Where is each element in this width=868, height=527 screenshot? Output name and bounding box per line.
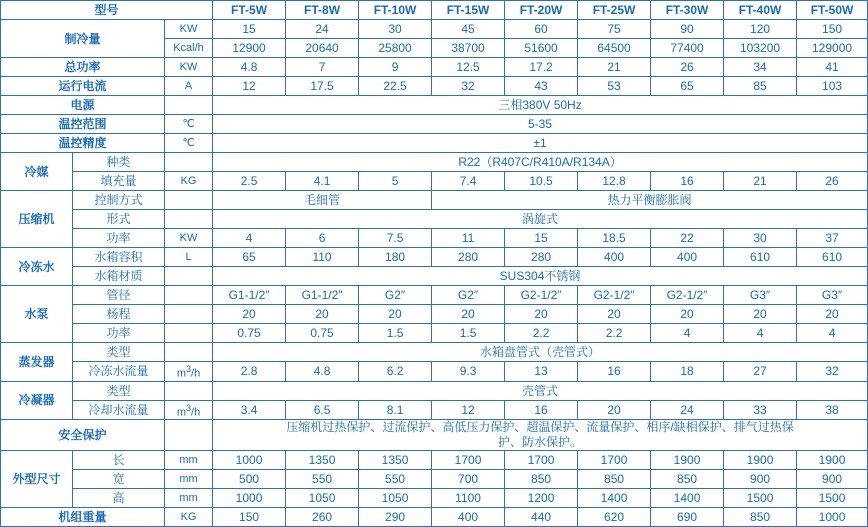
- cell-value: 550: [286, 470, 359, 489]
- table-row: [1, 20, 868, 39]
- cell-value: 60: [505, 20, 578, 39]
- row-span-value: 压缩机过热保护、过流保护、高低压力保护、超温保护、流量保护、相序/缺相保护、排气过热保 护、防水保护。: [213, 420, 868, 451]
- cell-value: 20: [578, 400, 651, 420]
- row-label: 高: [73, 489, 165, 508]
- row-span-value: 5-35: [213, 115, 868, 134]
- cell-value: 700: [432, 470, 505, 489]
- cell-value: 16: [578, 362, 651, 382]
- row-label: 水箱材质: [73, 267, 165, 286]
- row-label: 总功率: [1, 58, 165, 77]
- cell-value: 400: [578, 248, 651, 267]
- cell-value: 280: [432, 248, 505, 267]
- cell-value: 12900: [213, 39, 286, 58]
- row-label: 制冷量: [1, 20, 165, 58]
- cell-value: 18.5: [578, 229, 651, 248]
- cell-value: 18: [651, 362, 724, 382]
- row-label: 运行电流: [1, 77, 165, 96]
- table-row: [1, 470, 868, 489]
- row-label: 形式: [73, 210, 165, 229]
- cell-value: 280: [505, 248, 578, 267]
- cell-value: 850: [578, 470, 651, 489]
- cell-value: 85: [724, 77, 797, 96]
- row-unit: ℃: [165, 115, 213, 134]
- cell-value: 4.1: [286, 172, 359, 191]
- cell-value: G3″: [724, 286, 797, 305]
- cell-value: 12: [432, 400, 505, 420]
- cell-value: 900: [797, 470, 868, 489]
- cell-value: 7.5: [359, 229, 432, 248]
- table-row: [1, 362, 868, 382]
- cell-value: G2-1/2″: [578, 286, 651, 305]
- table-row: [1, 77, 868, 96]
- row-span-value: SUS304不锈钢: [213, 267, 868, 286]
- table-row: [1, 343, 868, 362]
- cell-value: 24: [286, 20, 359, 39]
- cell-value: 4: [797, 324, 868, 343]
- cell-value: 150: [213, 508, 286, 527]
- row-unit: KW: [165, 58, 213, 77]
- row-unit: KW: [165, 229, 213, 248]
- cell-value: 20: [724, 305, 797, 324]
- cell-value: 17.2: [505, 58, 578, 77]
- cell-value: 64500: [578, 39, 651, 58]
- row-unit: mm: [165, 451, 213, 470]
- cell-value: 32: [432, 77, 505, 96]
- cell-value: 4: [213, 229, 286, 248]
- cell-value: 550: [359, 470, 432, 489]
- row-label: 水箱容积: [73, 248, 165, 267]
- table-row: [1, 286, 868, 305]
- cell-value: 20: [359, 305, 432, 324]
- cell-value: 30: [359, 20, 432, 39]
- cell-value: 260: [286, 508, 359, 527]
- model-header-0: FT-5W: [213, 1, 286, 20]
- row-label: 机组重量: [1, 508, 165, 527]
- cell-value: 1500: [797, 489, 868, 508]
- cell-value: 1700: [432, 451, 505, 470]
- cell-value: 15: [213, 20, 286, 39]
- row-unit: L: [165, 248, 213, 267]
- cell-value: 500: [213, 470, 286, 489]
- cell-value: 17.5: [286, 77, 359, 96]
- table-row: [1, 58, 868, 77]
- cell-value: 16: [651, 172, 724, 191]
- cell-value: 75: [578, 20, 651, 39]
- cell-value: 110: [286, 248, 359, 267]
- cell-value: 1000: [797, 508, 868, 527]
- cell-value: 21: [578, 58, 651, 77]
- cell-value: 45: [432, 20, 505, 39]
- table-row: [1, 305, 868, 324]
- cell-value: 20: [578, 305, 651, 324]
- cell-value: 1.5: [359, 324, 432, 343]
- cell-value: G1-1/2″: [213, 286, 286, 305]
- cell-value: 20: [505, 305, 578, 324]
- cell-value: 120: [724, 20, 797, 39]
- row-unit: Kcal/h: [165, 39, 213, 58]
- cell-value: 12.8: [578, 172, 651, 191]
- cell-value: 1350: [359, 451, 432, 470]
- row-group-label: 蒸发器: [1, 343, 73, 382]
- row-unit: $m^3/h$: [165, 400, 213, 420]
- cell-value: 25800: [359, 39, 432, 58]
- row-span-value: 水箱盘管式（壳管式）: [213, 343, 868, 362]
- table-row: [1, 489, 868, 508]
- row-split-left: 毛细管: [213, 191, 432, 210]
- table-row: [1, 508, 868, 527]
- cell-value: 77400: [651, 39, 724, 58]
- cell-value: 2.8: [213, 362, 286, 382]
- row-unit: [165, 324, 213, 343]
- cell-value: 1000: [213, 489, 286, 508]
- cell-value: 4: [724, 324, 797, 343]
- table-row: [1, 267, 868, 286]
- table-row: [1, 134, 868, 153]
- cell-value: 1400: [651, 489, 724, 508]
- cell-value: 1350: [286, 451, 359, 470]
- cell-value: 13: [505, 362, 578, 382]
- cell-value: 8.1: [359, 400, 432, 420]
- row-unit: KG: [165, 508, 213, 527]
- row-label: 类型: [73, 381, 165, 400]
- cell-value: 1700: [578, 451, 651, 470]
- cell-value: 4: [651, 324, 724, 343]
- cell-value: 65: [651, 77, 724, 96]
- row-label: 杨程: [73, 305, 165, 324]
- cell-value: G3″: [797, 286, 868, 305]
- model-header-8: FT-50W: [797, 1, 868, 20]
- cell-value: 65: [213, 248, 286, 267]
- cell-value: 21: [724, 172, 797, 191]
- cell-value: 400: [651, 248, 724, 267]
- cell-value: 90: [651, 20, 724, 39]
- cell-value: 690: [651, 508, 724, 527]
- cell-value: 9.3: [432, 362, 505, 382]
- row-label: 冷冻水流量: [73, 362, 165, 382]
- cell-value: 38700: [432, 39, 505, 58]
- table-row: [1, 172, 868, 191]
- row-unit: [165, 420, 213, 451]
- row-label: 填充量: [73, 172, 165, 191]
- row-unit: mm: [165, 489, 213, 508]
- cell-value: 3.4: [213, 400, 286, 420]
- cell-value: 850: [505, 470, 578, 489]
- cell-value: 610: [797, 248, 868, 267]
- row-group-label: 压缩机: [1, 191, 73, 248]
- model-header-2: FT-10W: [359, 1, 432, 20]
- cell-value: 1900: [797, 451, 868, 470]
- cell-value: 150: [797, 20, 868, 39]
- row-label: 功率: [73, 324, 165, 343]
- cell-value: 6: [286, 229, 359, 248]
- cell-value: 5: [359, 172, 432, 191]
- row-label: 管径: [73, 286, 165, 305]
- cell-value: 620: [578, 508, 651, 527]
- row-label: 电源: [1, 96, 165, 115]
- row-label: 种类: [73, 153, 165, 172]
- cell-value: 180: [359, 248, 432, 267]
- row-span-value: R22（R407C/R410A/R134A）: [213, 153, 868, 172]
- cell-value: 1200: [505, 489, 578, 508]
- cell-value: 22: [651, 229, 724, 248]
- cell-value: 4.8: [286, 362, 359, 382]
- cell-value: 10.5: [505, 172, 578, 191]
- row-label: 宽: [73, 470, 165, 489]
- cell-value: 1700: [505, 451, 578, 470]
- row-unit: [165, 210, 213, 229]
- row-unit: [165, 286, 213, 305]
- row-label: 安全保护: [1, 420, 165, 451]
- cell-value: 24: [651, 400, 724, 420]
- cell-value: 53: [578, 77, 651, 96]
- cell-value: G2-1/2″: [651, 286, 724, 305]
- cell-value: 1000: [213, 451, 286, 470]
- row-unit: [165, 153, 213, 172]
- cell-value: 850: [724, 508, 797, 527]
- row-label: 温控范围: [1, 115, 165, 134]
- row-span-value: 涡旋式: [213, 210, 868, 229]
- cell-value: 26: [651, 58, 724, 77]
- table-row: [1, 381, 868, 400]
- cell-value: 0.75: [213, 324, 286, 343]
- cell-value: 20640: [286, 39, 359, 58]
- cell-value: 41: [797, 58, 868, 77]
- row-unit: KG: [165, 172, 213, 191]
- row-unit: [165, 267, 213, 286]
- cell-value: 12.5: [432, 58, 505, 77]
- row-group-label: 冷媒: [1, 153, 73, 191]
- row-label: 控制方式: [73, 191, 165, 210]
- cell-value: 2.2: [505, 324, 578, 343]
- cell-value: 7.4: [432, 172, 505, 191]
- row-span-value: ±1: [213, 134, 868, 153]
- cell-value: 9: [359, 58, 432, 77]
- cell-value: 103200: [724, 39, 797, 58]
- model-header-7: FT-40W: [724, 1, 797, 20]
- row-split-right: 热力平衡膨胀阀: [432, 191, 868, 210]
- cell-value: G2-1/2″: [505, 286, 578, 305]
- model-header-1: FT-8W: [286, 1, 359, 20]
- table-row: [1, 96, 868, 115]
- cell-value: G2″: [359, 286, 432, 305]
- row-label: 功率: [73, 229, 165, 248]
- cell-value: 26: [797, 172, 868, 191]
- row-span-value: 三相380V 50Hz: [213, 96, 868, 115]
- cell-value: 2.2: [578, 324, 651, 343]
- row-unit: A: [165, 77, 213, 96]
- row-unit: [165, 191, 213, 210]
- row-label: 类型: [73, 343, 165, 362]
- model-header-6: FT-30W: [651, 1, 724, 20]
- table-row: [1, 115, 868, 134]
- cell-value: 1050: [359, 489, 432, 508]
- row-label: 长: [73, 451, 165, 470]
- cell-value: 34: [724, 58, 797, 77]
- cell-value: G2″: [432, 286, 505, 305]
- table-row: [1, 191, 868, 210]
- row-unit: mm: [165, 470, 213, 489]
- table-row: [1, 400, 868, 420]
- row-unit: KW: [165, 20, 213, 39]
- cell-value: 20: [286, 305, 359, 324]
- cell-value: 38: [797, 400, 868, 420]
- cell-value: 1100: [432, 489, 505, 508]
- row-group-label: 外型尺寸: [1, 451, 73, 508]
- cell-value: 400: [432, 508, 505, 527]
- cell-value: 0.75: [286, 324, 359, 343]
- cell-value: 12: [213, 77, 286, 96]
- row-group-label: 冷凝器: [1, 381, 73, 420]
- cell-value: 7: [286, 58, 359, 77]
- cell-value: 11: [432, 229, 505, 248]
- cell-value: 1400: [578, 489, 651, 508]
- cell-value: 20: [213, 305, 286, 324]
- cell-value: 850: [651, 470, 724, 489]
- cell-value: 6.5: [286, 400, 359, 420]
- row-unit: [165, 343, 213, 362]
- model-header-4: FT-20W: [505, 1, 578, 20]
- cell-value: 20: [432, 305, 505, 324]
- cell-value: 33: [724, 400, 797, 420]
- cell-value: 1050: [286, 489, 359, 508]
- cell-value: 2.5: [213, 172, 286, 191]
- model-label: 型号: [1, 1, 213, 20]
- row-label: 冷却水流量: [73, 400, 165, 420]
- cell-value: 129000: [797, 39, 868, 58]
- cell-value: 37: [797, 229, 868, 248]
- table-row: [1, 229, 868, 248]
- row-unit: [165, 96, 213, 115]
- cell-value: 290: [359, 508, 432, 527]
- row-label: 温控精度: [1, 134, 165, 153]
- cell-value: 27: [724, 362, 797, 382]
- cell-value: 1500: [724, 489, 797, 508]
- table-row: [1, 153, 868, 172]
- row-group-label: 冷冻水: [1, 248, 73, 286]
- row-span-value: 壳管式: [213, 381, 868, 400]
- cell-value: 6.2: [359, 362, 432, 382]
- row-unit: [165, 381, 213, 400]
- cell-value: 15: [505, 229, 578, 248]
- cell-value: 20: [797, 305, 868, 324]
- cell-value: 16: [505, 400, 578, 420]
- model-header-5: FT-25W: [578, 1, 651, 20]
- table-row: [1, 420, 868, 451]
- table-row: [1, 451, 868, 470]
- row-group-label: 水泵: [1, 286, 73, 343]
- cell-value: 43: [505, 77, 578, 96]
- table-row: [1, 248, 868, 267]
- table-row: [1, 324, 868, 343]
- table-row: [1, 210, 868, 229]
- cell-value: 30: [724, 229, 797, 248]
- cell-value: 103: [797, 77, 868, 96]
- cell-value: G1-1/2″: [286, 286, 359, 305]
- cell-value: 4.8: [213, 58, 286, 77]
- table-header-row: [1, 1, 868, 20]
- cell-value: 440: [505, 508, 578, 527]
- model-header-3: FT-15W: [432, 1, 505, 20]
- cell-value: 1900: [651, 451, 724, 470]
- cell-value: 1.5: [432, 324, 505, 343]
- cell-value: 22.5: [359, 77, 432, 96]
- cell-value: 20: [651, 305, 724, 324]
- row-unit: [165, 305, 213, 324]
- cell-value: 32: [797, 362, 868, 382]
- row-unit: ℃: [165, 134, 213, 153]
- cell-value: 900: [724, 470, 797, 489]
- cell-value: 51600: [505, 39, 578, 58]
- cell-value: 610: [724, 248, 797, 267]
- row-unit: $m^3/h$: [165, 362, 213, 382]
- cell-value: 1900: [724, 451, 797, 470]
